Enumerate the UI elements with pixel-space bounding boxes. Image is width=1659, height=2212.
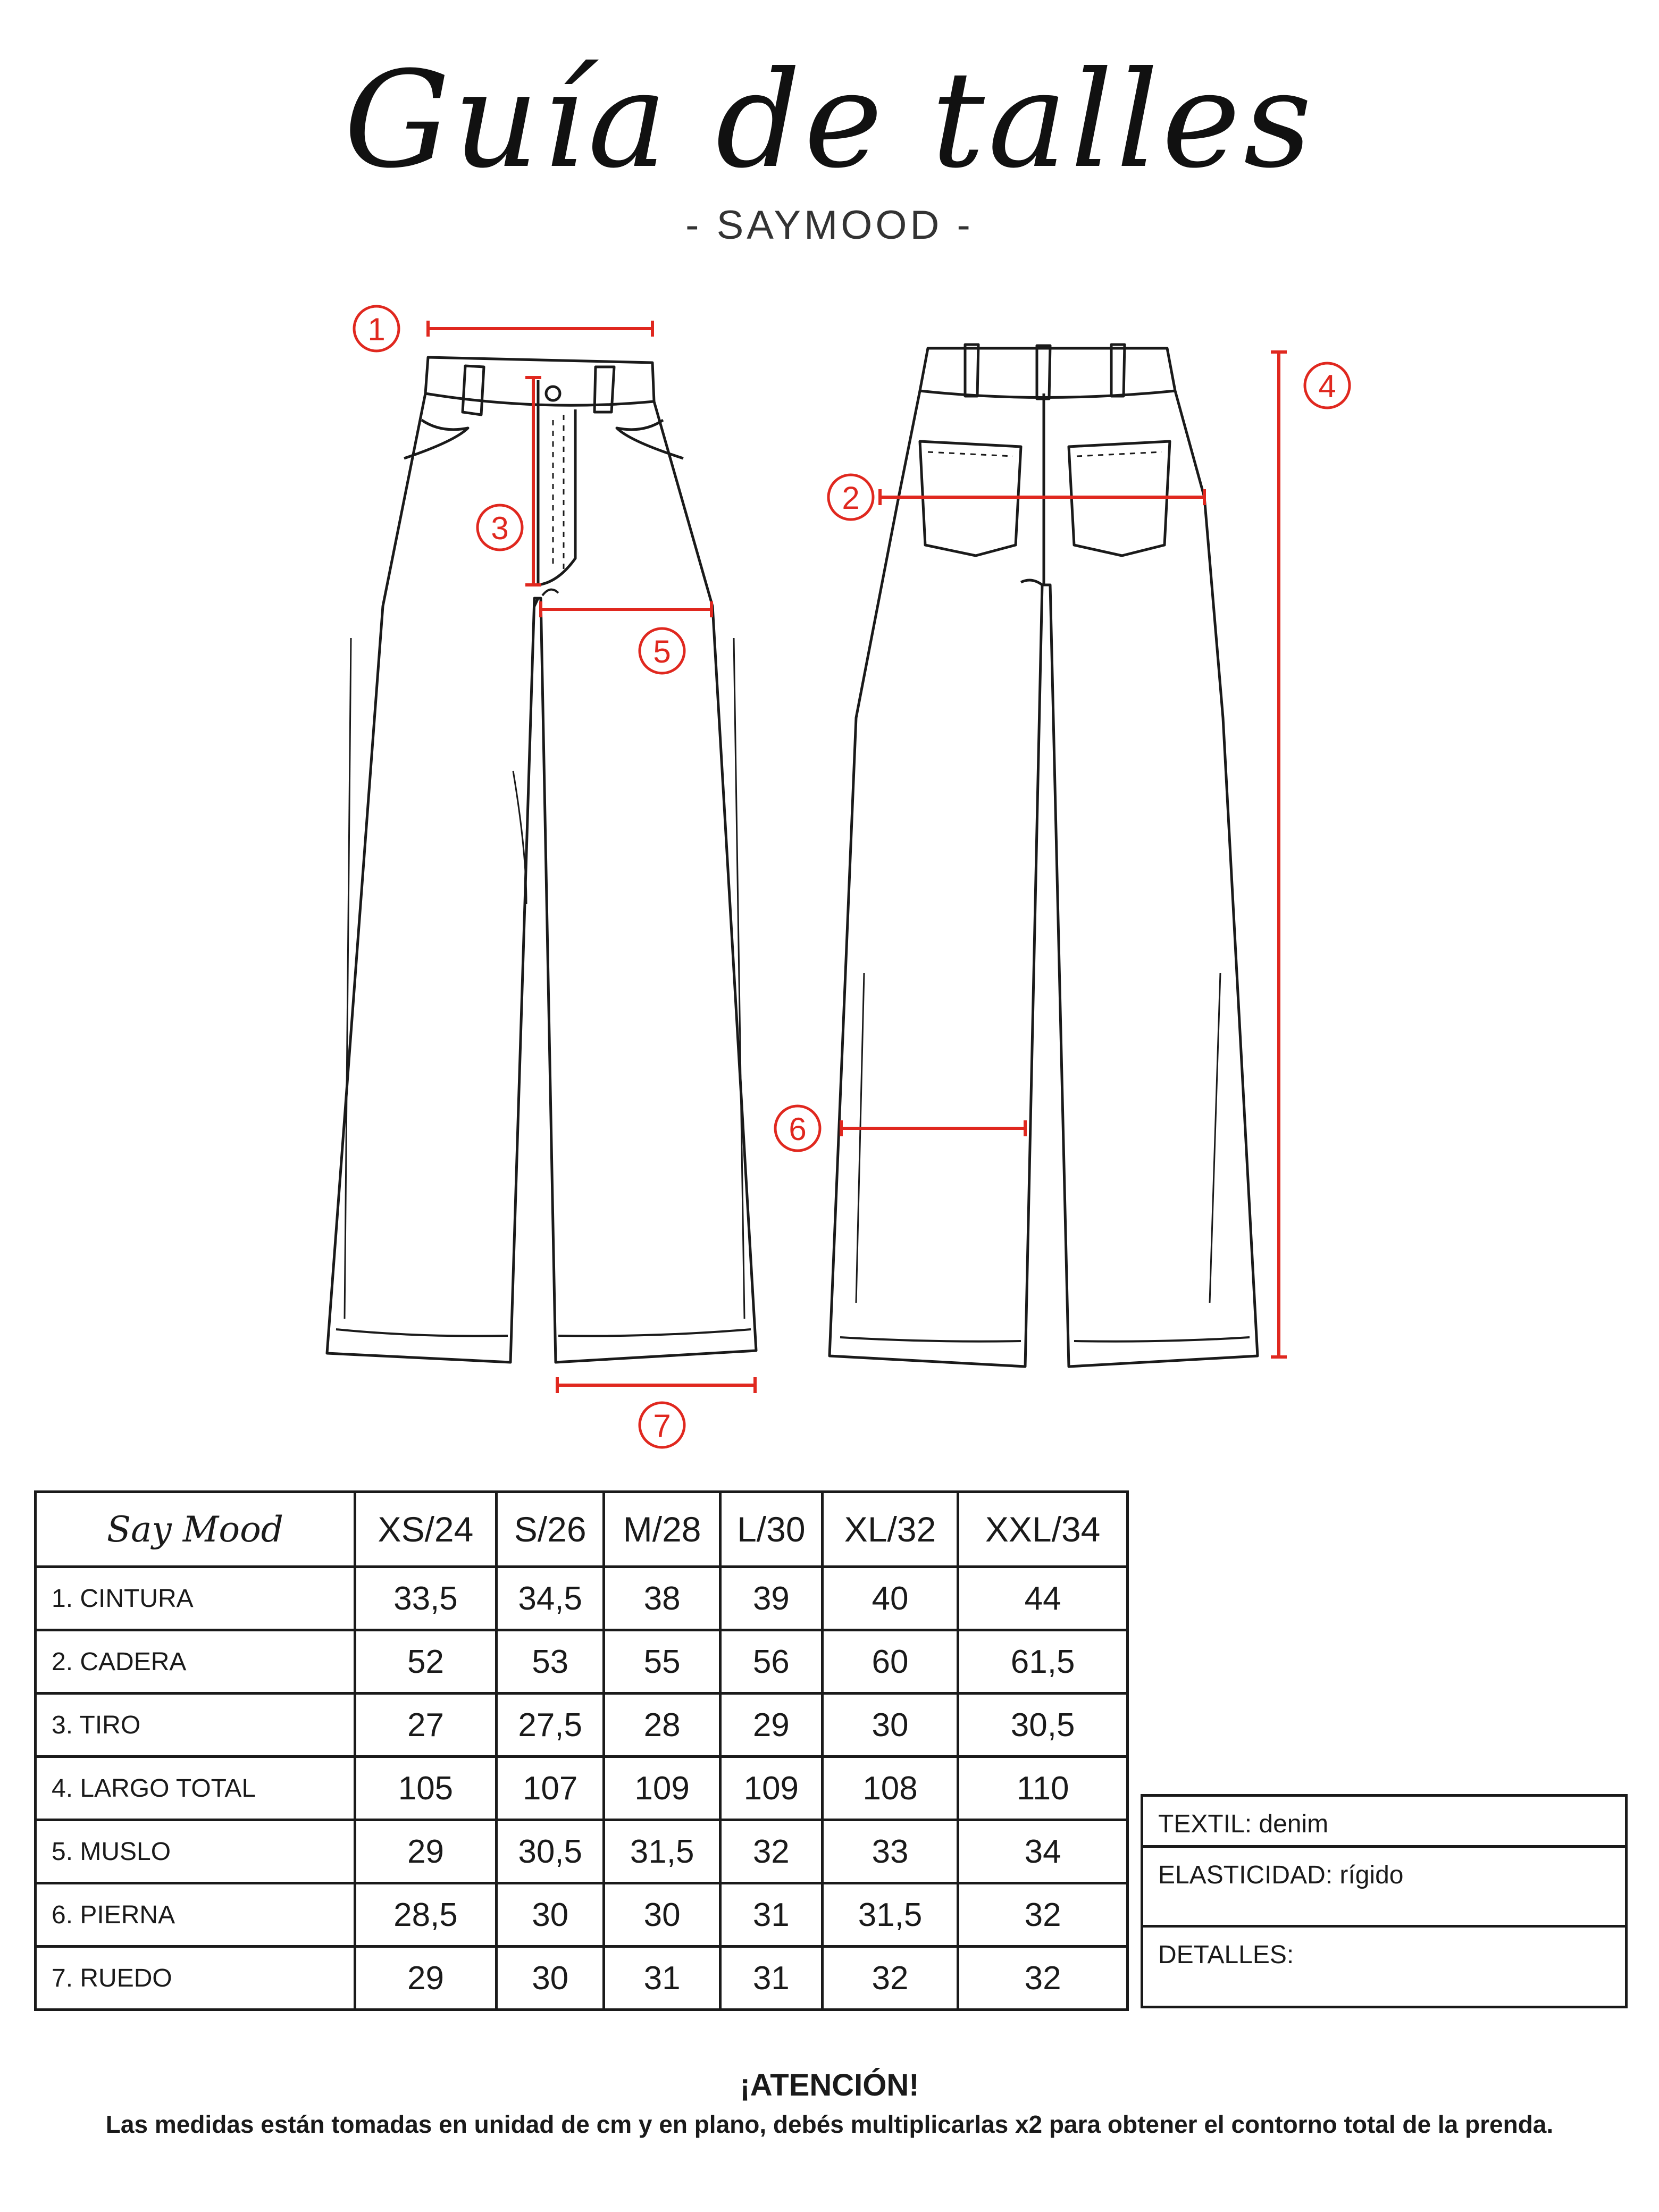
row-label: 5. MUSLO	[36, 1820, 355, 1883]
table-cell: 30,5	[496, 1820, 604, 1883]
svg-text:4: 4	[1318, 368, 1336, 404]
table-cell: 31,5	[604, 1820, 720, 1883]
table-cell: 107	[496, 1757, 604, 1820]
size-header: XS/24	[355, 1492, 497, 1567]
size-header: S/26	[496, 1492, 604, 1567]
marker-1	[354, 306, 399, 351]
table-cell: 44	[958, 1567, 1128, 1630]
table-row	[36, 1630, 1128, 1694]
attention-text: Las medidas están tomadas en unidad de cm y en plano, debés multiplicarlas x2 para obtener el contorno total de la prenda.	[105, 2110, 1554, 2138]
table-row	[36, 1883, 1128, 1947]
table-cell: 33	[822, 1820, 958, 1883]
table-cell: 32	[822, 1947, 958, 2010]
table-cell: 31	[604, 1947, 720, 2010]
table-cell: 105	[355, 1757, 497, 1820]
row-label: 7. RUEDO	[36, 1947, 355, 2010]
table-cell: 34,5	[496, 1567, 604, 1630]
table-row	[36, 1820, 1128, 1883]
marker-6	[775, 1106, 820, 1151]
measure-line-total-length	[1271, 352, 1287, 1357]
fabric-elasticity: ELASTICIDAD: rígido	[1142, 1847, 1627, 1926]
svg-text:1: 1	[367, 312, 386, 347]
svg-text:7: 7	[653, 1408, 671, 1444]
table-cell: 55	[604, 1630, 720, 1694]
table-row	[36, 1757, 1128, 1820]
table-cell: 53	[496, 1630, 604, 1694]
table-cell: 30,5	[958, 1694, 1128, 1757]
size-table-header	[36, 1492, 1128, 1567]
row-label: 4. LARGO TOTAL	[36, 1757, 355, 1820]
fabric-details: DETALLES:	[1142, 1926, 1627, 2007]
table-cell: 28	[604, 1694, 720, 1757]
table-cell: 109	[604, 1757, 720, 1820]
table-cell: 31,5	[822, 1883, 958, 1947]
measure-line-leg	[841, 1120, 1025, 1136]
measure-line-hip	[880, 489, 1204, 505]
table-cell: 32	[958, 1883, 1128, 1947]
measure-line-waist	[428, 321, 652, 337]
size-header: XL/32	[822, 1492, 958, 1567]
row-label: 1. CINTURA	[36, 1567, 355, 1630]
table-cell: 110	[958, 1757, 1128, 1820]
table-cell: 30	[496, 1883, 604, 1947]
front-pants-drawing	[327, 357, 756, 1362]
svg-text:2: 2	[842, 480, 860, 516]
table-cell: 27,5	[496, 1694, 604, 1757]
marker-7	[640, 1403, 684, 1447]
table-cell: 31	[720, 1947, 822, 2010]
page-title: Guía de talles	[343, 43, 1316, 197]
table-cell: 27	[355, 1694, 497, 1757]
table-cell: 32	[720, 1820, 822, 1883]
size-header: L/30	[720, 1492, 822, 1567]
table-cell: 29	[355, 1820, 497, 1883]
brand-subtitle: - SAYMOOD -	[685, 203, 974, 248]
marker-4	[1305, 363, 1350, 408]
measure-line-thigh	[541, 601, 711, 617]
table-cell: 56	[720, 1630, 822, 1694]
row-label: 3. TIRO	[36, 1694, 355, 1757]
svg-text:6: 6	[789, 1111, 807, 1147]
table-cell: 29	[720, 1694, 822, 1757]
table-cell: 33,5	[355, 1567, 497, 1630]
table-cell: 29	[355, 1947, 497, 2010]
table-cell: 108	[822, 1757, 958, 1820]
svg-text:3: 3	[491, 510, 509, 546]
size-header: XXL/34	[958, 1492, 1128, 1567]
table-row	[36, 1947, 1128, 2010]
table-cell: 32	[958, 1947, 1128, 2010]
measure-line-hem	[557, 1377, 755, 1393]
size-table	[34, 1490, 1129, 2011]
svg-text:5: 5	[653, 634, 671, 669]
table-cell: 30	[822, 1694, 958, 1757]
table-cell: 28,5	[355, 1883, 497, 1947]
table-cell: 60	[822, 1630, 958, 1694]
table-cell: 39	[720, 1567, 822, 1630]
table-cell: 52	[355, 1630, 497, 1694]
table-cell: 34	[958, 1820, 1128, 1883]
row-label: 2. CADERA	[36, 1630, 355, 1694]
brand-signature: Say Mood	[36, 1492, 355, 1567]
marker-2	[828, 475, 873, 520]
table-cell: 31	[720, 1883, 822, 1947]
marker-3	[477, 505, 522, 550]
table-cell: 30	[604, 1883, 720, 1947]
table-cell: 109	[720, 1757, 822, 1820]
table-cell: 40	[822, 1567, 958, 1630]
marker-5	[640, 629, 684, 673]
attention-title: ¡ATENCIÓN!	[740, 2068, 919, 2102]
size-header: M/28	[604, 1492, 720, 1567]
fabric-textile: TEXTIL: denim	[1142, 1796, 1627, 1847]
table-row	[36, 1567, 1128, 1630]
table-cell: 38	[604, 1567, 720, 1630]
row-label: 6. PIERNA	[36, 1883, 355, 1947]
table-cell: 30	[496, 1947, 604, 2010]
table-row	[36, 1694, 1128, 1757]
table-cell: 61,5	[958, 1630, 1128, 1694]
fabric-info-table	[1141, 1794, 1628, 2008]
